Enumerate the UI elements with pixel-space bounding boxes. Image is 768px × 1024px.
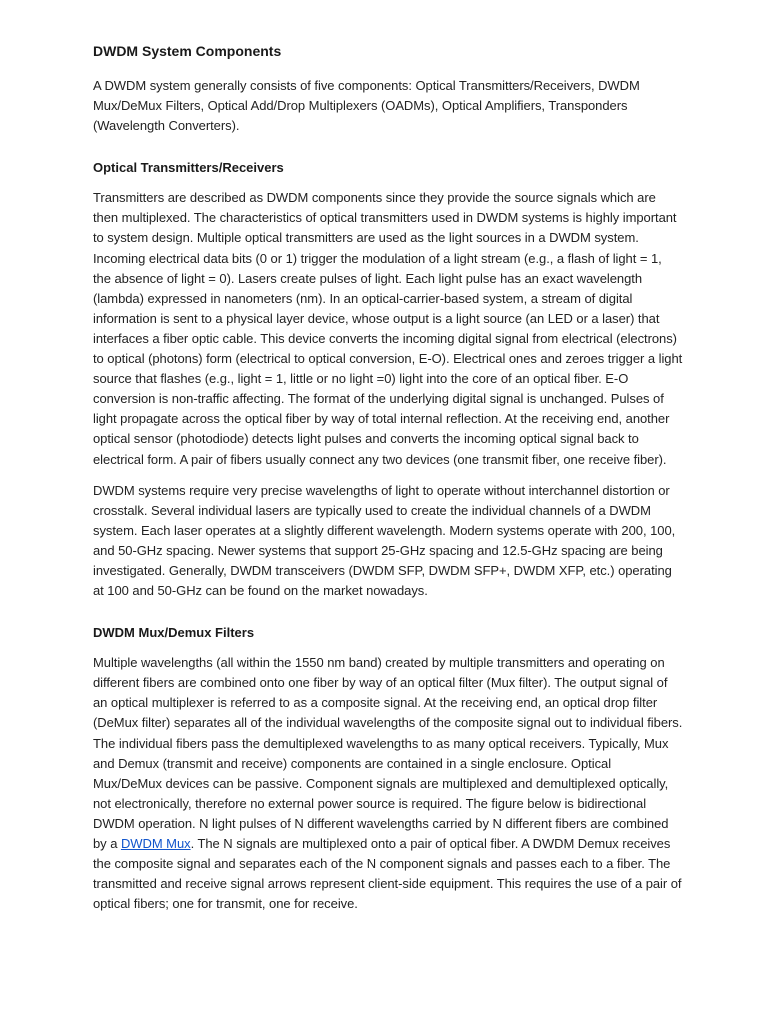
document-page bbox=[93, 40, 683, 925]
dwdm-mux-link[interactable]: DWDM Mux bbox=[120, 836, 191, 851]
mux-demux-paragraph bbox=[93, 653, 683, 914]
transmitters-paragraph-2: DWDM systems require very precise wavelengths of light to operate without interchannel distortion or crosstalk. Several individual lasers are typically used to create the individual channels of a DWDM system. Each laser operates at a slightly different wavelength. Modern systems operate with 200, 100, and 50-GHz spacing. Newer systems that support 25-GHz spacing and 12.5-GHz spacing are being investigated. Generally, DWDM transceivers (DWDM SFP, DWDM SFP+, DWDM XFP, etc.) operating at 100 and 50-GHz can be found on the market nowadays. bbox=[93, 482, 676, 599]
section-heading-mux-demux: DWDM Mux/Demux Filters bbox=[93, 625, 255, 641]
section-heading-transmitters: Optical Transmitters/Receivers bbox=[93, 160, 284, 176]
transmitters-paragraph-1: Transmitters are described as DWDM components since they provide the source signals which are then multiplexed. The characteristics of optical transmitters used in DWDM systems is highly important to system design. Multiple optical transmitters are used as the light sources in a DWDM system. Incoming electrical data bits (0 or 1) trigger the modulation of a light stream (e.g., a flash of light = 1, the absence of light = 0). Lasers create pulses of light. Each light pulse has an exact wavelength (lambda) expressed in nanometers (nm). In an optical-carrier-based system, a stream of digital information is sent to a physical layer device, whose output is a light source (an LED or a laser) that interfaces a fiber optic cable. This device converts the incoming digital signal from electrical (electrons) to optical (photons) form (electrical to optical conversion, E-O). Electrical ones and zeroes trigger a light source that flashes (e.g., light = 1, little or no light =0) light into the core of an optical fiber. E-O conversion is non-traffic affecting. The format of the underlying digital signal is unchanged. Pulses of light propagate across the optical fiber by way of total internal reflection. At the receiving end, another optical sensor (photodiode) detects light pulses and converts the incoming optical signal back to electrical form. A pair of fibers usually connect any two devices (one transmit fiber, one receive fiber). bbox=[93, 190, 683, 467]
mux-demux-text-after-link: . The N signals are multiplexed onto a pair of optical fiber. A DWDM Demux receives the composite signal and separates each of the N component signals and passes each to a fiber. The transmitted and receive signal arrows represent client-side equipment. This requires the use of a pair of optical fibers; one for transmit, one for receive. bbox=[93, 836, 682, 912]
mux-demux-text-before-link: Multiple wavelengths (all within the 1550 nm band) created by multiple transmitters and operating on different fibers are combined onto one fiber by way of an optical filter (Mux filter). The output signal of an optical multiplexer is referred to as a composite signal. At the receiving end, an optical drop filter (DeMux filter) separates all of the individual wavelengths of the composite signal out to individual fibers. The individual fibers pass the demultiplexed wavelengths to as many optical receivers. Typically, Mux and Demux (transmit and receive) components are contained in a single enclosure. Optical Mux/DeMux devices can be passive. Component signals are multiplexed and demultiplexed optically, not electronically, therefore no external power source is required. The figure below is bidirectional DWDM operation. N light pulses of N different wavelengths carried by N different fibers are combined by a bbox=[93, 655, 683, 851]
intro-paragraph: A DWDM system generally consists of five components: Optical Transmitters/Receivers, DWDM Mux/DeMux Filters, Optical Add/Drop Multiplexers (OADMs), Optical Amplifiers, Transponders (Wavelength Converters). bbox=[93, 78, 640, 134]
document-title: DWDM System Components bbox=[93, 43, 282, 59]
